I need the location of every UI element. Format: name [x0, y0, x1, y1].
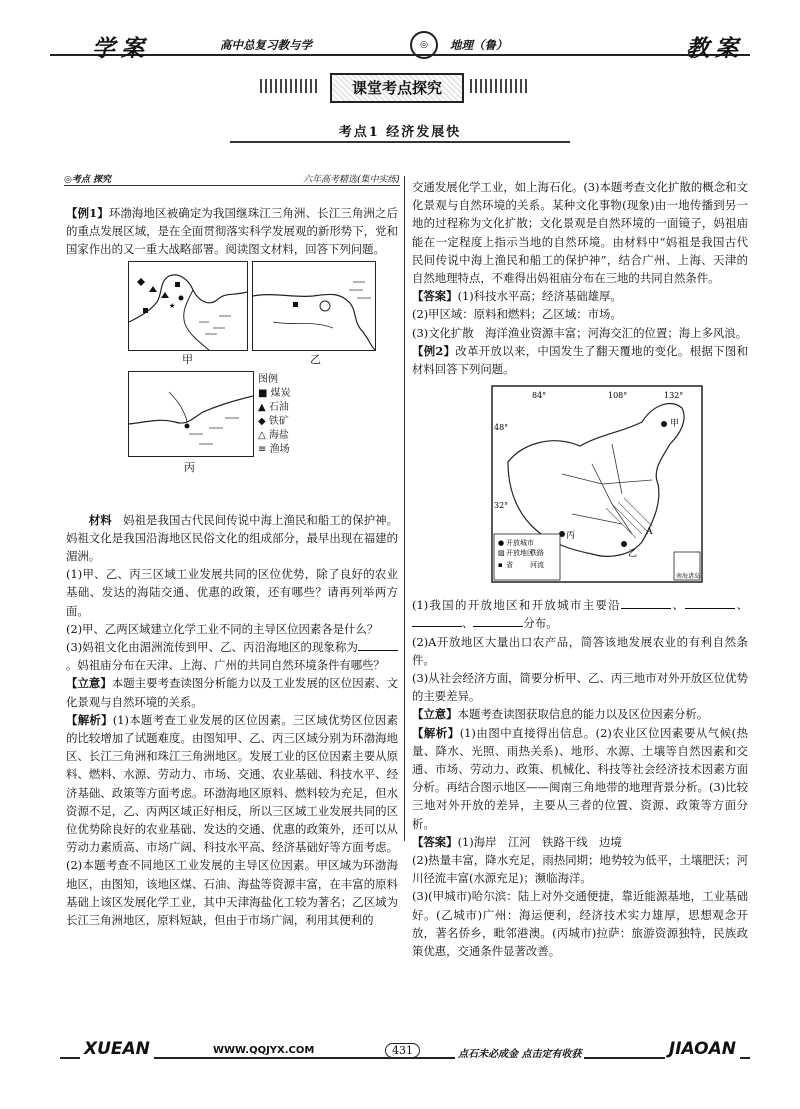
example1-answer: 【答案】(1)科技水平高；经济基础雄厚。 — [412, 289, 622, 304]
map-yi — [252, 261, 376, 351]
page-number: 431 — [385, 1043, 420, 1058]
example1-stem — [66, 204, 398, 259]
section-title: 考点1 经济发展快 — [338, 125, 462, 140]
map-jia — [128, 261, 248, 351]
oil-icon: ▲ — [258, 401, 266, 413]
fishery-icon: ≡ — [258, 443, 267, 455]
page-header — [50, 18, 750, 70]
legend-open-city: 开放城市 — [506, 539, 534, 548]
footer-url: WWW.QQJYX.COM — [210, 1045, 317, 1056]
banner-stripe-left — [260, 79, 320, 93]
example1-text: 环渤海地区被确定为我国继珠江三角洲、长江三角洲之后的重点发展区域，是在全面贯彻落实科学发展观的新形势下，党和国家作出的又一重大战略部署。阅读图文材料，回答下列问题。 — [66, 206, 398, 257]
example1-material — [66, 511, 398, 566]
section-banner — [250, 73, 490, 101]
legend-title: 图例 — [258, 373, 278, 385]
example2-answer2: (2)热量丰富，降水充足，雨热同期；地势较为低平，土壤肥沃；河川径流丰富(水源充足)；濒临海洋。 — [412, 853, 748, 886]
example1-jiexi-cont: 交通发展化学工业，如上海石化。(3)本题考查文化扩散的概念和文化景观与自然环境的关系。某种文化事物(现象)由一地传播到另一地的过程称为文化扩散；文化景观是自然环境的一面镜子，妈祖庙能在一定程度上指示当地的自然环境。由材料中“妈祖是我国古代民间传说中海上渔民和船工的保护神”，结合广州、上海、天津的自然地理特点，不难得出妈祖庙分布在三地的共同自然条件。 — [412, 180, 748, 286]
legend-river: 河流 — [530, 561, 544, 570]
example2-q2: (2)A开放地区大量出口农产品，简答该地发展农业的有利自然条件。 — [412, 634, 748, 667]
map-bing-label: 丙 — [184, 460, 195, 474]
example2-answer: 【答案】(1)海岸 江河 铁路干线 边境 — [412, 834, 622, 849]
lat-32: 32° — [494, 501, 509, 511]
map-label-jia: 甲 — [670, 419, 680, 430]
map-bing-drawing — [129, 372, 253, 456]
svg-text:▨: ▨ — [498, 549, 505, 558]
example1-q2: (2)甲、乙两区域建立化学工业不同的主导区位因素各是什么？ — [66, 621, 379, 636]
header-rule — [50, 54, 750, 56]
example2-answer3: (3)(甲城市)哈尔滨：陆上对外交通便捷，靠近能源基地，工业基础好。(乙城市)广州：海运便利，经济技术实力雄厚，思想观念开放，著名侨乡，毗邻港澳。(丙城市)拉萨：旅游资源独特，民族政策优惠，交通条件显著改善。 — [412, 889, 748, 959]
example1-lizhi: 【立意】本题主要考查读图分析能力以及工业发展的区位因素、文化景观与自然环境的关系。 — [66, 676, 398, 709]
legend-item-fishery: ≡ 渔场 — [258, 443, 290, 455]
answer-blank — [358, 638, 398, 651]
footer-left-title: XUEAN — [80, 1039, 154, 1059]
example1-answer2: (2)甲区域：原料和燃料；乙区域：市场。 — [412, 307, 622, 322]
footer-right-title: JIAOAN — [665, 1039, 740, 1059]
example2-q3: (3)从社会经济方面，简要分析甲、乙、丙三地市对外开放区位优势的主要差异。 — [412, 671, 748, 704]
map-label-yi: 乙 — [628, 549, 638, 560]
svg-text:★: ★ — [169, 301, 176, 310]
china-map-drawing — [412, 384, 748, 590]
material-text: 妈祖是我国古代民间传说中海上渔民和船工的保护神。妈祖文化是我国沿海地区民俗文化的组成部分，最早出现在福建的湄洲。 — [66, 512, 398, 564]
map-label-a: A — [646, 527, 653, 538]
sub-header-rule — [64, 185, 400, 186]
lat-48: 48° — [494, 423, 509, 433]
legend-open-area: 开放地区 — [506, 549, 534, 558]
example1-q3: (3)妈祖文化由湄洲流传到甲、乙、丙沿海地区的现象称为。妈祖庙分布在天津、上海、广州的共同自然环境条件有哪些？ — [66, 638, 398, 674]
example1-label: 【例1】 — [66, 206, 109, 220]
salt-icon: △ — [258, 429, 266, 441]
sub-header — [64, 172, 400, 188]
publisher-logo-icon: ◎ — [410, 31, 438, 59]
map-jia-label: 甲 — [182, 352, 193, 366]
map-yi-drawing — [253, 262, 375, 350]
svg-text:▪: ▪ — [498, 561, 503, 570]
map-bing — [128, 371, 254, 457]
example1-jiexi: 【解析】(1)本题考查工业发展的区位因素。三区域优势区位因素的比较增加了试题难度。由图知甲、乙、丙三区域分别为环渤海地区、长江三角洲和珠江三角洲地区。发展工业的区位因素主要从原料、燃料、水源、劳动力、市场、交通、农业基础、科技水平、经济基础、政策等方面考虑。环渤海地区原料、燃料较为充足，但水资源不足，乙、丙两区域正好相反，所以三区域工业发展共同的区位优势除良好的农业基础、发达的交通、优惠的政策外，还可以从劳动力素质高、市场广阔、科技水平高、经济基础好等方面考虑。(2)本题考查不同地区工业发展的主导区位因素。甲区域为环渤海地区，由图知，该地区煤、石油、海盐等资源丰富，在丰富的原料基础上该区发展化学工业，其中天津海盐化工较为著名；乙区域为长江三角洲地区，原料短缺，但由于市场广阔，利用其便利的 — [66, 712, 398, 928]
example2-q1: (1)我国的开放地区和开放城市主要沿 、 、、 分布。 — [412, 598, 748, 631]
china-map — [412, 384, 748, 590]
header-left-title: 学案 — [92, 36, 150, 62]
example2-stem: 【例2】改革开放以来，中国发生了翻天覆地的变化。根据下图和材料回答下列问题。 — [412, 343, 748, 377]
left-column — [66, 204, 398, 929]
legend-item-oil: ▲ 石油 — [258, 401, 289, 413]
section-title-rule — [230, 141, 570, 143]
banner-title: 课堂考点探究 — [330, 73, 464, 103]
sub-header-right: 六年高考精选(集中实练) — [302, 175, 400, 185]
footer-slogan: 点石未必成金 点击定有收获 — [455, 1045, 584, 1060]
lon-108: 108° — [608, 391, 628, 401]
sub-header-left: ◎考点 探究 — [64, 175, 111, 185]
legend-item-salt: △ 海盐 — [258, 429, 289, 441]
legend-item-iron: ◆ 铁矿 — [258, 415, 289, 427]
example1-q1: (1)甲、乙、丙三区域工业发展共同的区位优势，除了良好的农业基础、发达的海陆交通、优惠的政策，还有哪些？请再列举两方面。 — [66, 567, 398, 618]
column-divider — [404, 176, 405, 841]
legend-railway: 铁路 — [530, 549, 544, 558]
coal-icon: ■ — [258, 387, 268, 399]
banner-stripe-right — [470, 79, 530, 93]
header-subject: 地理（鲁） — [450, 38, 508, 52]
map-jia-drawing — [129, 262, 247, 350]
example1-answer3: (3)文化扩散 海洋渔业资源丰富；河海交汇的位置；海上多风浪。 — [412, 325, 748, 340]
map-inset: 南海诸岛 — [676, 573, 701, 581]
lon-132: 132° — [664, 391, 684, 401]
legend-province: 省 — [506, 561, 513, 570]
example1-legend — [258, 373, 291, 457]
header-book-title: 高中总复习教与学 — [220, 38, 312, 52]
legend-item-coal: ■ 煤炭 — [258, 387, 291, 399]
map-label-bing: 丙 — [566, 531, 576, 542]
iron-icon: ◆ — [258, 415, 266, 427]
lon-84: 84° — [532, 391, 547, 401]
material-label: 材料 — [88, 512, 112, 527]
right-column — [412, 178, 748, 960]
header-right-title: 教案 — [686, 36, 744, 62]
map-yi-label: 乙 — [310, 352, 321, 366]
example2-jiexi: 【解析】(1)由图中直接得出信息。(2)农业区位因素要从气候(热量、降水、光照、雨热关系)、地形、水源、土壤等自然因素和交通、市场、劳动力、政策、机械化、科技等社会经济技术因素方面分析。再结合图示地区——闽南三角地带的地理背景分析。(3)比较三地对外开放的差异，主要从三者的位置、资源、政策等方面分析。 — [412, 725, 748, 831]
svg-text:●: ● — [498, 539, 505, 548]
example2-lizhi: 【立意】本题考查读图获取信息的能力以及区位因素分析。 — [412, 707, 709, 722]
page-footer — [60, 1039, 750, 1073]
example1-maps — [66, 261, 398, 505]
